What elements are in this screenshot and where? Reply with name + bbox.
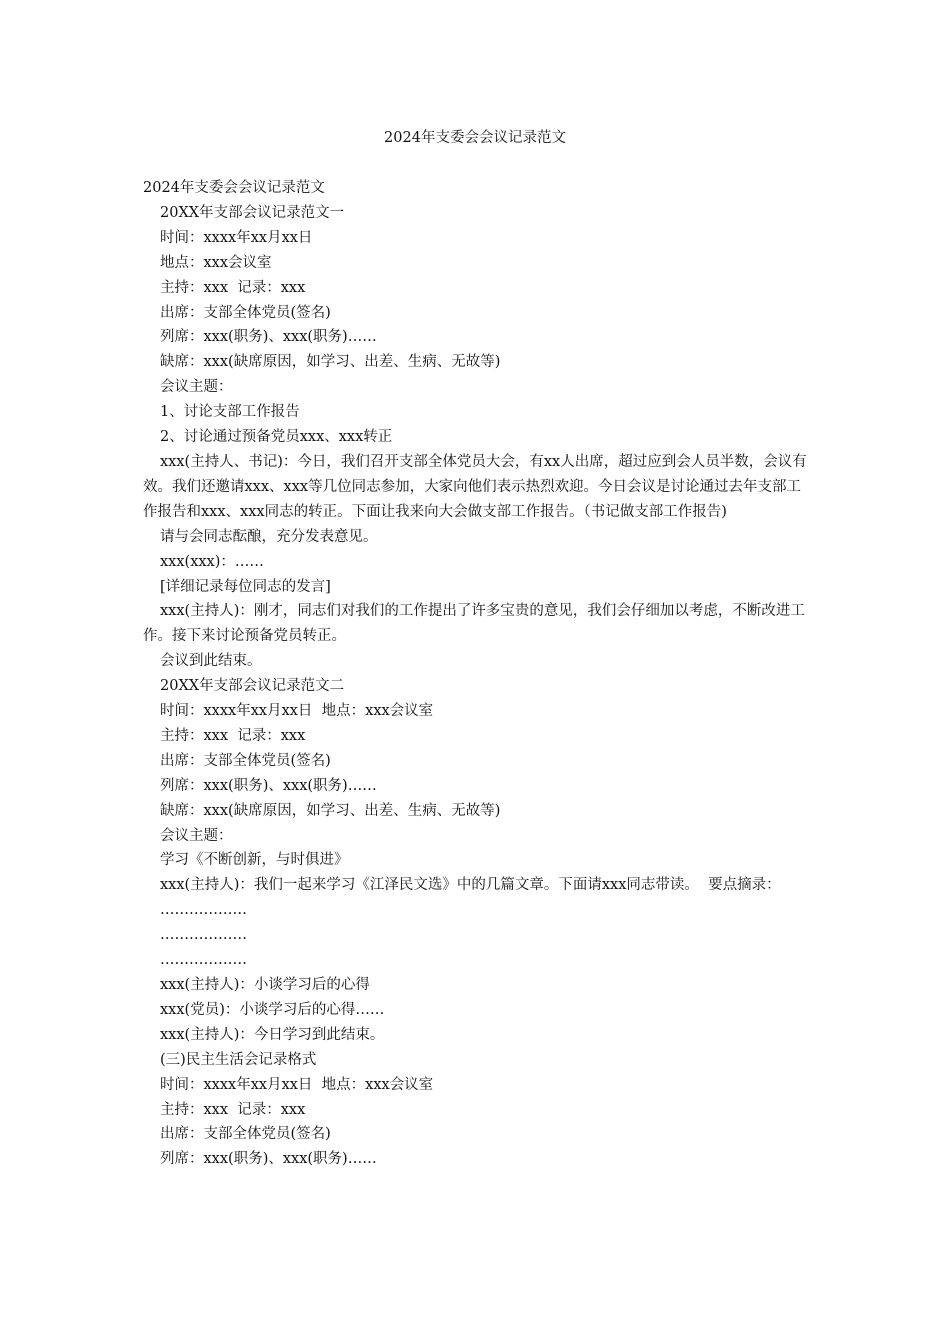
paragraph: 2024年支委会会议记录范文: [143, 180, 325, 196]
paragraph: xxx(主持人、书记)：今日，我们召开支部全体党员大会，有xx人出席，超过应到会人员半数，会议有效。我们还邀请xxx、xxx等几位同志参加，大家向他们表示热烈欢迎。今日会议是讨论通过去年支部工作报告和xxx、xxx同志的转正。下面让我来向大会做支部工作报告。（书记做支部工作报告): [143, 453, 807, 520]
paragraph: [详细记录每位同志的发言]: [160, 578, 331, 595]
paragraph: 20XX年支部会议记录范文一: [160, 204, 345, 221]
paragraph: 地点：xxx会议室: [160, 254, 272, 271]
paragraph: 出席：支部全体党员(签名): [160, 304, 331, 321]
paragraph: ………………: [160, 927, 247, 944]
paragraph: 请与会同志酝酿，充分发表意见。: [160, 528, 378, 545]
paragraph: 主持：xxx 记录：xxx: [160, 727, 306, 744]
paragraph: 2、讨论通过预备党员xxx、xxx转正: [160, 429, 393, 446]
paragraph: 列席：xxx(职务)、xxx(职务)……: [160, 1151, 377, 1168]
paragraph: 列席：xxx(职务)、xxx(职务)……: [160, 329, 377, 346]
paragraph: 时间：xxxx年xx月xx日 地点：xxx会议室: [160, 1076, 434, 1093]
paragraph: 主持：xxx 记录：xxx: [160, 1101, 306, 1118]
paragraph: 1、讨论支部工作报告: [160, 404, 300, 421]
paragraph: 时间：xxxx年xx月xx日 地点：xxx会议室: [160, 703, 434, 720]
paragraph: xxx(主持人)：小谈学习后的心得: [160, 977, 370, 993]
paragraph: 主持：xxx 记录：xxx: [160, 279, 306, 296]
paragraph: ………………: [160, 902, 247, 919]
paragraph: 缺席：xxx(缺席原因，如学习、出差、生病、无故等): [160, 802, 501, 819]
paragraph: 时间：xxxx年xx月xx日: [160, 229, 313, 246]
document-title: 2024年支委会会议记录范文: [384, 130, 566, 146]
paragraph: 列席：xxx(职务)、xxx(职务)……: [160, 777, 377, 794]
paragraph: 学习《不断创新，与时俱进》: [160, 852, 349, 869]
paragraph: xxx(党员)：小谈学习后的心得……: [160, 1001, 385, 1018]
paragraph: 20XX年支部会议记录范文二: [160, 678, 345, 695]
paragraph: 会议主题：: [160, 827, 233, 844]
paragraph: xxx(主持人)：刚才，同志们对我们的工作提出了许多宝贵的意见，我们会仔细加以考虑，不断改进工作。接下来讨论预备党员转正。: [143, 603, 805, 645]
paragraph: xxx(xxx)：……: [160, 553, 264, 570]
document-body: [143, 176, 808, 1172]
paragraph: 出席：支部全体党员(签名): [160, 1126, 331, 1143]
paragraph: 会议到此结束。: [160, 653, 262, 670]
paragraph: ………………: [160, 952, 247, 969]
paragraph: 出席：支部全体党员(签名): [160, 752, 331, 769]
paragraph: (三)民主生活会记录格式: [160, 1051, 317, 1068]
paragraph: 缺席：xxx(缺席原因，如学习、出差、生病、无故等): [160, 354, 501, 371]
paragraph: 会议主题：: [160, 379, 233, 396]
paragraph: xxx(主持人)：今日学习到此结束。: [160, 1026, 385, 1043]
paragraph: xxx(主持人)：我们一起来学习《江泽民文选》中的几篇文章。下面请xxx同志带读。 要点摘录：: [160, 877, 781, 894]
